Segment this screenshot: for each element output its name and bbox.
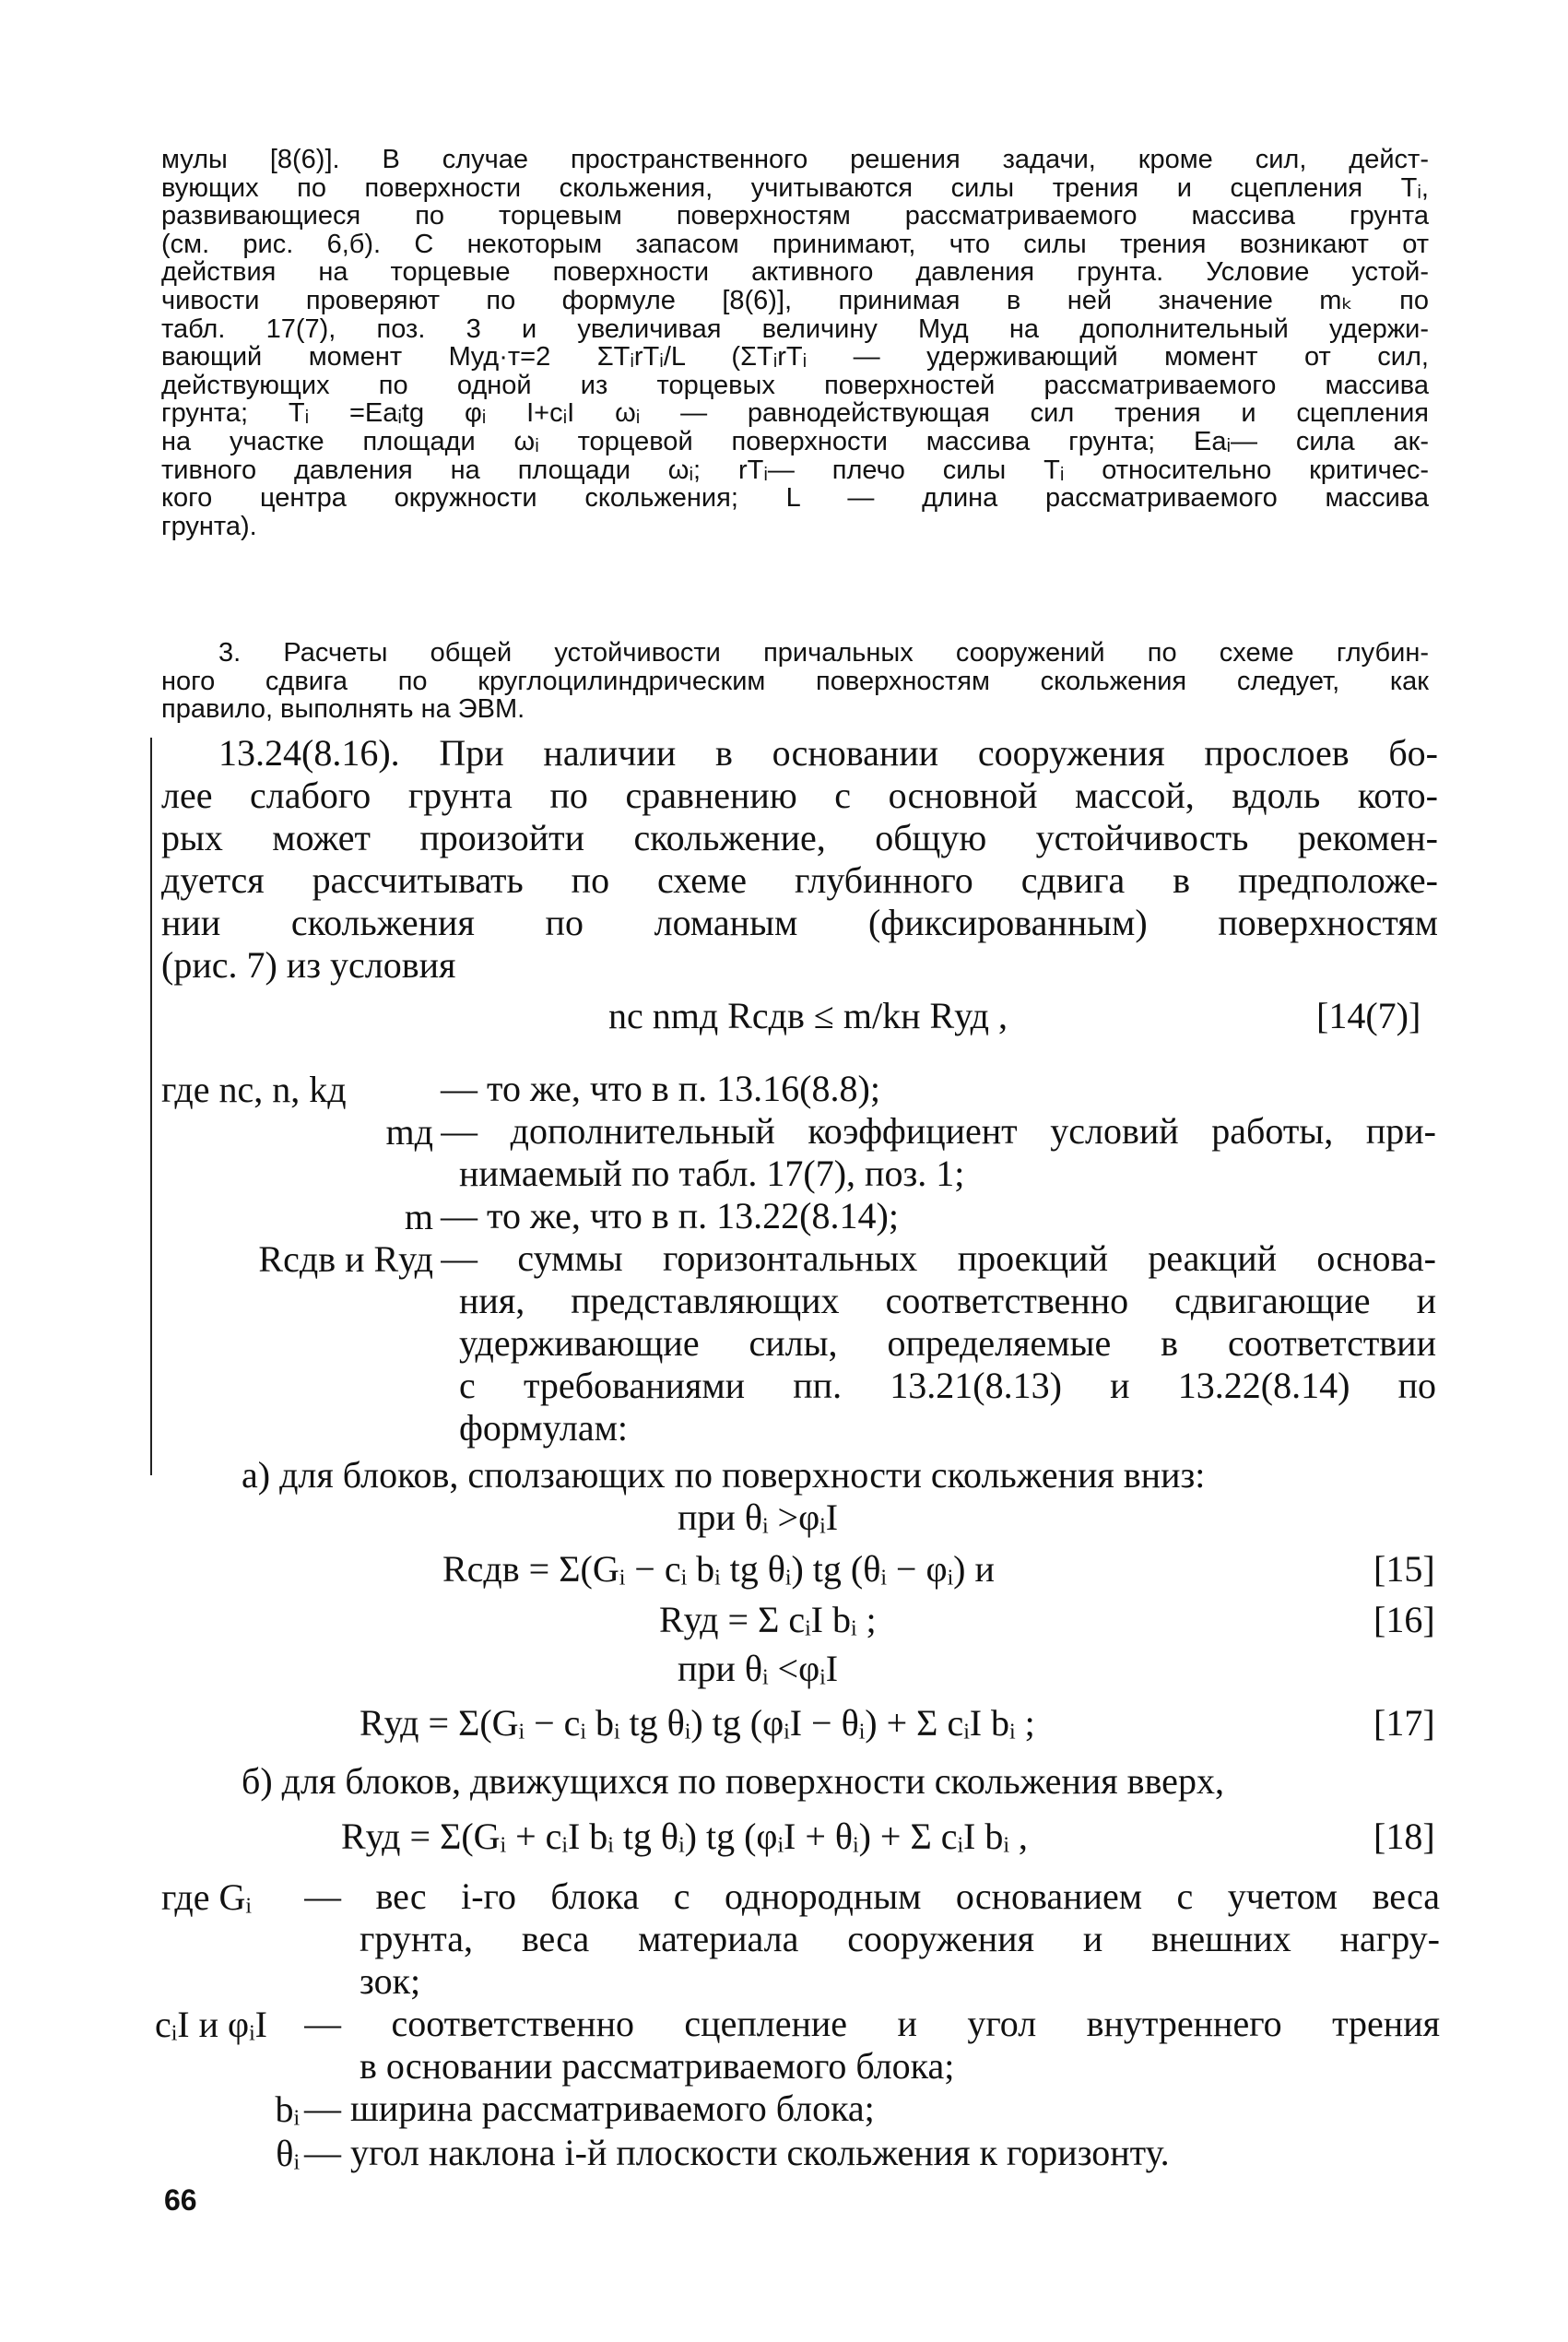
formula-14: nc nmд Rсдв ≤ m/kн Rуд , [608, 995, 1008, 1036]
text-line: мулы [8(6)]. В случае пространственного решения задачи, кроме сил, дейст- [161, 146, 1429, 174]
text-line: действия на торцевые поверхности активного давления грунта. Условие устой- [161, 258, 1429, 287]
text-line: рых может произойти скольжение, общую устойчивость рекомен- [161, 817, 1438, 858]
def-desc [304, 2088, 1440, 2130]
def-line: — ширина рассматриваемого блока; [304, 2088, 875, 2129]
def-term: mд [385, 1111, 433, 1153]
def-line: нимаемый по табл. 17(7), поз. 1; [459, 1153, 965, 1194]
def-line: — вес i-го блока с однородным основанием с учетом веса [304, 1875, 1440, 1917]
def-line: — угол наклона i-й плоскости скольжения к горизонту. [304, 2132, 1170, 2173]
case-a-text: а) для блоков, сползающих по поверхности скольжения вниз: [242, 1454, 1206, 1496]
def-line: зок; [360, 1960, 421, 2002]
text-line: табл. 17(7), поз. 3 и увеличивая величину Mуд на дополнительный удержи- [161, 314, 1429, 344]
formula-15-number: [15] [1373, 1548, 1435, 1590]
top-paragraph [161, 146, 1429, 540]
text-line: правило, выполнять на ЭВМ. [161, 694, 525, 725]
def-term: где nc, n, kд [161, 1069, 347, 1110]
text-line: вающий момент Mуд·т=2 ΣTᵢrTᵢ/L (ΣTᵢrTᵢ — удерживающий момент от сил, [161, 343, 1429, 372]
text-line: тивного давления на площади ωᵢ; rTᵢ— плечо силы Tᵢ относительно критичес- [161, 455, 1429, 485]
formula-16: Rуд = Σ cᵢI bᵢ ; [659, 1599, 877, 1640]
text-line: (см. рис. 6,б). С некоторым запасом принимают, что силы трения возникают от [161, 230, 1429, 259]
text-line: действующих по одной из торцевых поверхностей рассматриваемого массива [161, 371, 1429, 400]
formula-17: Rуд = Σ(Gᵢ − cᵢ bᵢ tg θᵢ) tg (φᵢI − θᵢ) + Σ cᵢI bᵢ ; [360, 1702, 1035, 1744]
section-13-24 [161, 732, 1438, 987]
def-desc [304, 2132, 1440, 2174]
def-desc [441, 1195, 1436, 1237]
def-line: — суммы горизонтальных проекций реакций основа- [441, 1237, 1436, 1279]
text-line: грунта; Tᵢ =Eaᵢtg φᵢ I+cᵢI ωᵢ — равнодействующая сил трения и сцепления [161, 399, 1429, 428]
def-line: ния, представляющих соответственно сдвигающие и [459, 1280, 1436, 1321]
formula-14-number: [14(7)] [1316, 995, 1421, 1036]
def-term: где Gᵢ [161, 1876, 252, 1918]
def-term: θᵢ [276, 2133, 300, 2174]
item-3-paragraph [161, 639, 1429, 724]
text-line: 13.24(8.16). При наличии в основании сооружения прослоев бо- [218, 732, 1438, 774]
text-line: лее слабого грунта по сравнению с основной массой, вдоль кото- [161, 775, 1438, 816]
def-line: формулам: [459, 1407, 629, 1449]
def-line: удерживающие силы, определяемые в соответствии [459, 1322, 1436, 1364]
def-desc [441, 1237, 1436, 1449]
def-line: с требованиями пп. 13.21(8.13) и 13.22(8.14) по [459, 1365, 1436, 1406]
text-line: чивости проверяют по формуле [8(6)], принимая в ней значение mₖ по [161, 286, 1429, 315]
def-term: cᵢI и φᵢI [155, 2004, 267, 2045]
page-number: 66 [164, 2183, 197, 2217]
text-line: (рис. 7) из условия [161, 944, 456, 986]
def-line: грунта, веса материала сооружения и внешних нагру- [360, 1918, 1440, 1959]
formula-17-number: [17] [1373, 1702, 1435, 1744]
def-term: m [404, 1196, 433, 1237]
formula-18: Rуд = Σ(Gᵢ + cᵢI bᵢ tg θᵢ) tg (φᵢI + θᵢ) + Σ cᵢI bᵢ , [341, 1816, 1028, 1857]
def-term: Rсдв и Rуд [258, 1238, 433, 1280]
text-line: дуется рассчитывать по схеме глубинного сдвига в предположе- [161, 859, 1438, 901]
condition-2: при θᵢ <φᵢI [678, 1648, 839, 1689]
def-line: в основании рассматриваемого блока; [360, 2045, 955, 2087]
formula-18-number: [18] [1373, 1816, 1435, 1857]
formula-15: Rсдв = Σ(Gᵢ − cᵢ bᵢ tg θᵢ) tg (θᵢ − φᵢ) и [442, 1548, 995, 1590]
text-line: на участке площади ωᵢ торцевой поверхности массива грунта; Eaᵢ— сила ак- [161, 427, 1429, 456]
def-line: — то же, что в п. 13.16(8.8); [441, 1068, 880, 1109]
text-line: развивающиеся по торцевым поверхностям рассматриваемого массива грунта [161, 202, 1429, 231]
def-desc [304, 2003, 1440, 2088]
def-line: — соответственно сцепление и угол внутреннего трения [304, 2003, 1440, 2044]
def-desc [304, 1875, 1440, 2003]
text-line: вующих по поверхности скольжения, учитываются силы трения и сцепления Tᵢ, [161, 173, 1429, 203]
formula-16-number: [16] [1373, 1599, 1435, 1640]
def-line: — дополнительный коэффициент условий работы, при- [441, 1110, 1436, 1152]
text-line: 3. Расчеты общей устойчивости причальных сооружений по схеме глубин- [218, 639, 1429, 668]
def-line: — то же, что в п. 13.22(8.14); [441, 1195, 899, 1236]
text-line: грунта). [161, 511, 257, 541]
text-line: ного сдвига по круглоцилиндрическим поверхностям скольжения следует, как [161, 667, 1429, 696]
condition-1: при θᵢ >φᵢI [678, 1496, 839, 1538]
margin-bar [150, 738, 152, 1475]
def-desc [441, 1068, 1436, 1110]
def-term: bᵢ [275, 2088, 300, 2130]
case-b-text: б) для блоков, движущихся по поверхности скольжения вверх, [242, 1760, 1224, 1802]
def-desc [441, 1110, 1436, 1195]
text-line: нии скольжения по ломаным (фиксированным) поверхностям [161, 902, 1438, 943]
text-line: кого центра окружности скольжения; L — длина рассматриваемого массива [161, 484, 1429, 513]
